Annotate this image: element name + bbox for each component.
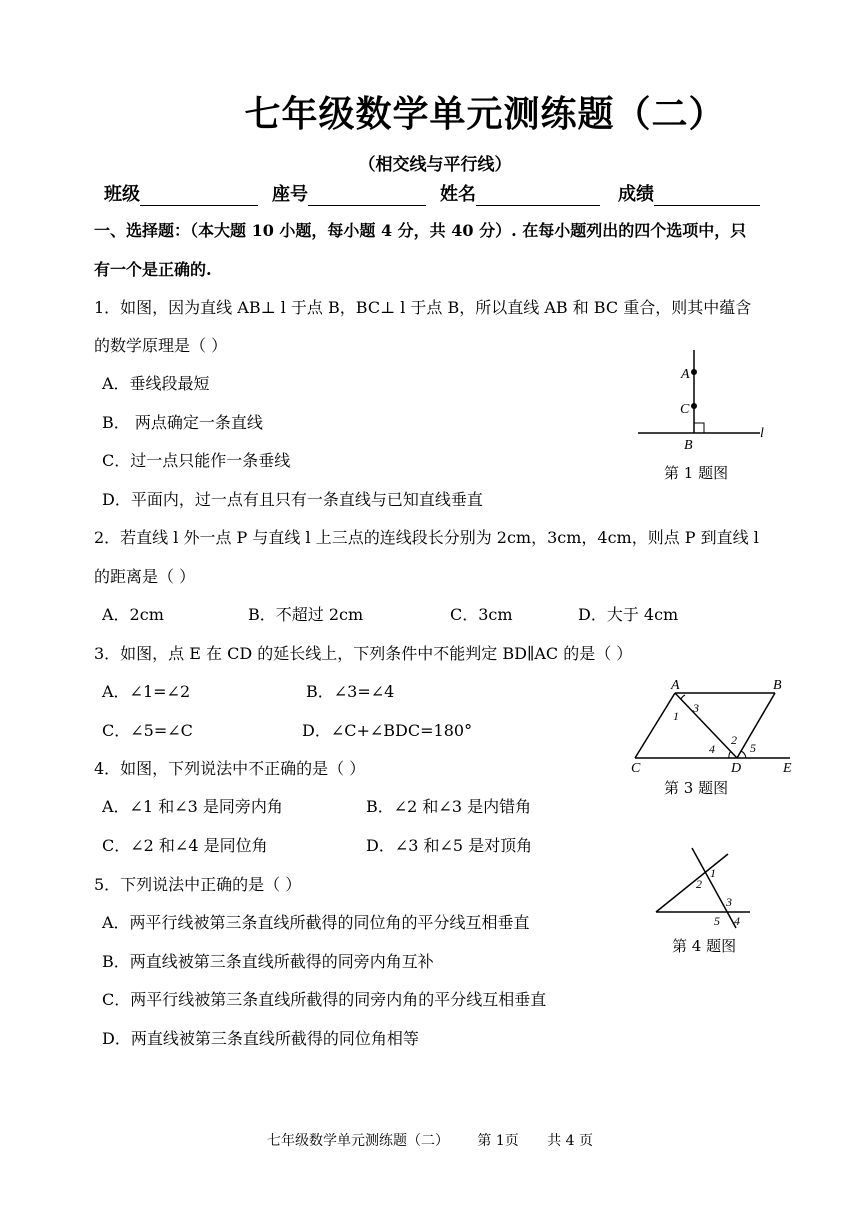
q3-label-e: E <box>783 761 792 776</box>
q5-option-a: A．两平行线被第三条直线所截得的同位角的平分线互相垂直 <box>102 913 530 932</box>
q2-option-a: A．2cm <box>102 605 164 624</box>
q3-angle-2: 2 <box>731 733 737 747</box>
q2-option-b: B．不超过 2cm <box>248 605 364 624</box>
section1-line2: 有一个是正确的. <box>94 260 212 279</box>
info-score-blank <box>654 185 760 206</box>
page-footer <box>0 1130 860 1150</box>
info-class <box>104 180 258 206</box>
section1-line1: 一、选择题：（本大题 10 小题，每小题 4 分，共 40 分）. 在每小题列出的四个选项中，只 <box>94 221 747 240</box>
q3-label-b: B <box>773 678 782 693</box>
page-title: 七年级数学单元测练题（二） <box>244 93 726 135</box>
q1-line1: 1．如图，因为直线 AB⊥ l 于点 B，BC⊥ l 于点 B，所以直线 AB 和 BC 重合，则其中蕴含 <box>94 298 752 317</box>
info-score-label: 成绩 <box>618 184 654 205</box>
q4-option-c: C．∠2 和∠4 是同位角 <box>102 836 268 855</box>
q3-option-d: D．∠C+∠BDC=180° <box>302 721 473 740</box>
info-seat-label: 座号 <box>272 184 308 205</box>
q3-angle-1: 1 <box>673 709 679 723</box>
page-subtitle: （相交线与平行线） <box>358 155 512 175</box>
q5-option-b: B．两直线被第三条直线所截得的同旁内角互补 <box>102 952 434 971</box>
footer-page-number: 第 1页 <box>477 1133 519 1149</box>
q3-figure <box>625 676 800 776</box>
q2-line2: 的距离是（ ） <box>94 567 196 586</box>
q5-option-c: C．两平行线被第三条直线所截得的同旁内角的平分线互相垂直 <box>102 990 547 1009</box>
q1-label-a: A <box>681 367 690 382</box>
info-name-label: 姓名 <box>440 184 476 205</box>
q1-figure <box>630 345 780 455</box>
info-score <box>618 180 760 206</box>
q4-angle-5: 5 <box>714 914 720 928</box>
info-class-label: 班级 <box>104 184 140 205</box>
q3-label-a: A <box>671 678 680 693</box>
q2-line1: 2．若直线 l 外一点 P 与直线 l 上三点的连线段长分别为 2cm，3cm，4cm，则点 P 到直线 l <box>94 528 759 547</box>
q3-option-a: A．∠1=∠2 <box>102 682 191 701</box>
q1-label-l: l <box>760 426 764 441</box>
q1-label-c: C <box>680 402 690 417</box>
q3-option-c: C．∠5=∠C <box>102 721 193 740</box>
footer-title: 七年级数学单元测练题（二） <box>266 1133 449 1149</box>
q2-option-c: C．3cm <box>450 605 513 624</box>
q1-line2: 的数学原理是（ ） <box>94 336 228 355</box>
q4-caption: 第 4 题图 <box>672 937 737 955</box>
q4-angle-2: 2 <box>696 877 702 891</box>
q3-label-c: C <box>631 761 641 776</box>
info-seat <box>272 180 426 206</box>
q4-option-a: A．∠1 和∠3 是同旁内角 <box>102 797 283 816</box>
q1-caption: 第 1 题图 <box>664 464 729 482</box>
q3-angle-3: 3 <box>693 701 699 715</box>
info-name <box>440 180 600 206</box>
info-class-blank <box>140 185 258 206</box>
footer-total-pages: 共 4 页 <box>547 1133 594 1149</box>
q2-option-d: D．大于 4cm <box>578 605 679 624</box>
q3-caption: 第 3 题图 <box>664 779 729 797</box>
q4-option-b: B．∠2 和∠3 是内错角 <box>366 797 532 816</box>
info-name-blank <box>476 185 600 206</box>
info-seat-blank <box>308 185 426 206</box>
q1-option-c: C．过一点只能作一条垂线 <box>102 451 291 470</box>
q4-angle-1: 1 <box>710 866 716 880</box>
q1-label-b: B <box>684 438 693 453</box>
q5-option-d: D．两直线被第三条直线所截得的同位角相等 <box>102 1029 419 1048</box>
q1-option-a: A．垂线段最短 <box>102 374 210 393</box>
q4-figure <box>650 842 760 932</box>
q1-option-d: D．平面内，过一点有且只有一条直线与已知直线垂直 <box>102 490 483 509</box>
q3-angle-5: 5 <box>750 741 756 755</box>
q4-line1: 4．如图，下列说法中不正确的是（ ） <box>94 759 366 778</box>
q3-option-b: B．∠3=∠4 <box>306 682 395 701</box>
q4-angle-4: 4 <box>734 914 740 928</box>
q3-line1: 3．如图，点 E 在 CD 的延长线上，下列条件中不能判定 BD∥AC 的是（ ） <box>94 644 633 663</box>
q4-option-d: D．∠3 和∠5 是对顶角 <box>366 836 533 855</box>
q1-option-b: B． 两点确定一条直线 <box>102 413 263 432</box>
q3-label-d: D <box>731 761 742 776</box>
q4-angle-3: 3 <box>726 895 732 909</box>
q5-line1: 5．下列说法中正确的是（ ） <box>94 875 302 894</box>
q3-angle-4: 4 <box>709 742 715 756</box>
